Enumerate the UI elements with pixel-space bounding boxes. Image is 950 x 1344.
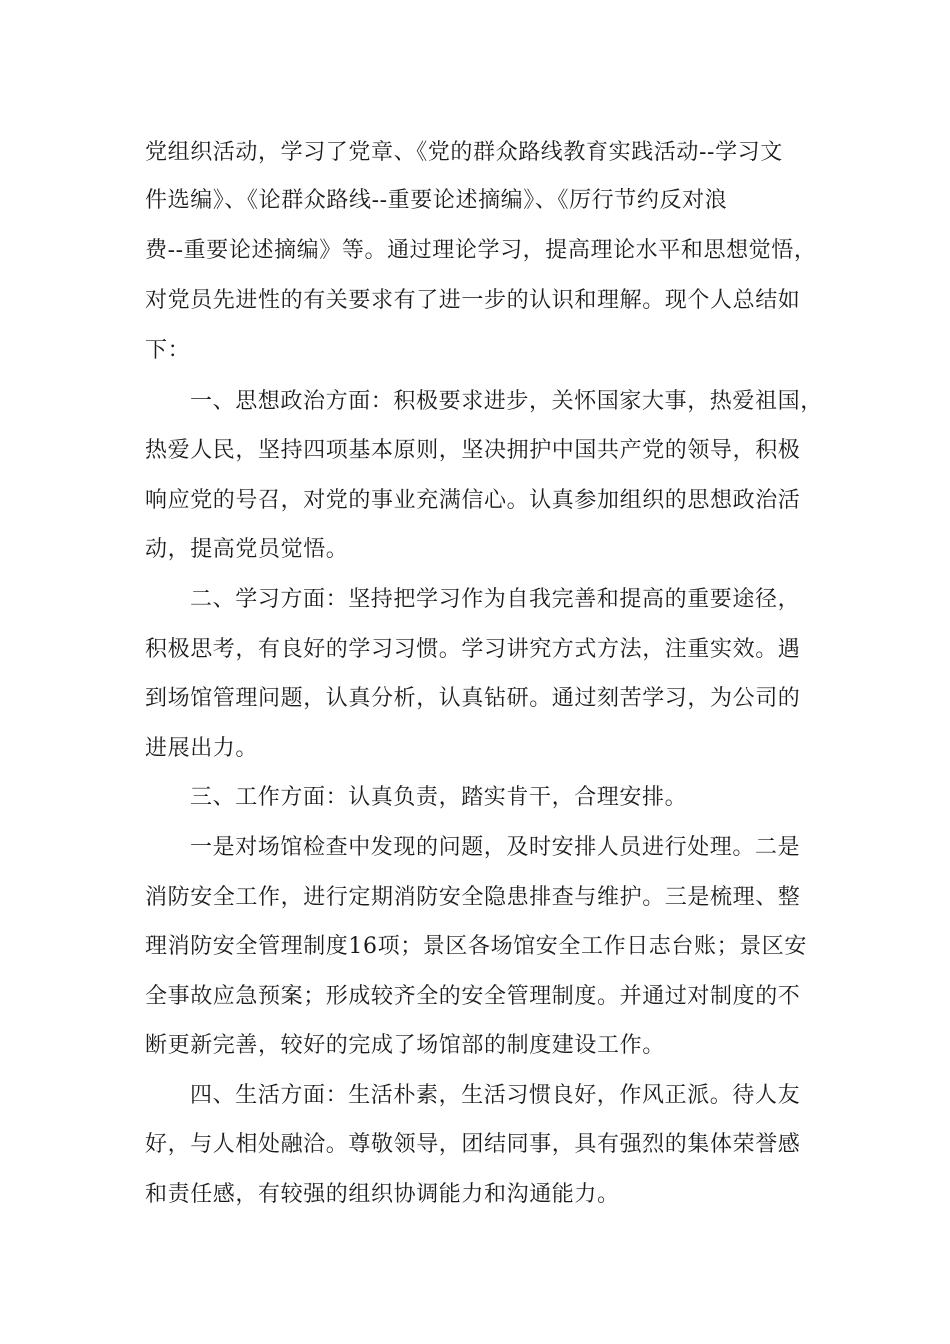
text-line: 断更新完善，较好的完成了场馆部的制度建设工作。 [145, 1033, 665, 1058]
text-line: 和责任感，有较强的组织协调能力和沟通能力。 [145, 1182, 620, 1207]
text-line: 理消防安全管理制度16项；景区各场馆安全工作日志台账；景区安 [145, 934, 807, 959]
text-line: 一、思想政治方面：积极要求进步，关怀国家大事，热爱祖国， [190, 389, 823, 414]
text-line: 下： [145, 338, 191, 363]
text-line: 一是对场馆检查中发现的问题，及时安排人员进行处理。二是 [190, 835, 801, 860]
text-line: 三、工作方面：认真负责，踏实肯干，合理安排。 [190, 785, 688, 810]
text-line: 动，提高党员觉悟。 [145, 537, 349, 562]
text-line: 二、学习方面：坚持把学习作为自我完善和提高的重要途径， [190, 587, 801, 612]
text-line: 到场馆管理问题，认真分析，认真钻研。通过刻苦学习，为公司的 [145, 686, 801, 711]
text-line: 积极思考，有良好的学习习惯。学习讲究方式方法，注重实效。遇 [145, 637, 801, 662]
text-line: 党组织活动，学习了党章、《党的群众路线教育实践活动--学习文 [145, 140, 783, 165]
text-line: 热爱人民，坚持四项基本原则，坚决拥护中国共产党的领导，积极 [145, 438, 801, 463]
text-line: 费--重要论述摘编》等。通过理论学习，提高理论水平和思想觉悟， [145, 238, 817, 263]
text-line: 好，与人相处融洽。尊敬领导，团结同事，具有强烈的集体荣誉感 [145, 1132, 801, 1157]
text-line: 进展出力。 [145, 736, 259, 761]
text-line: 消防安全工作，进行定期消防安全隐患排查与维护。三是梳理、整 [145, 885, 801, 910]
text-line: 件选编》、《论群众路线--重要论述摘编》、《厉行节约反对浪 [145, 188, 728, 213]
text-line: 对党员先进性的有关要求有了进一步的认识和理解。现个人总结如 [145, 288, 801, 313]
text-line: 响应党的号召，对党的事业充满信心。认真参加组织的思想政治活 [145, 488, 801, 513]
text-line: 全事故应急预案；形成较齐全的安全管理制度。并通过对制度的不 [145, 984, 801, 1009]
text-line: 四、生活方面：生活朴素，生活习惯良好，作风正派。待人友 [190, 1083, 801, 1108]
